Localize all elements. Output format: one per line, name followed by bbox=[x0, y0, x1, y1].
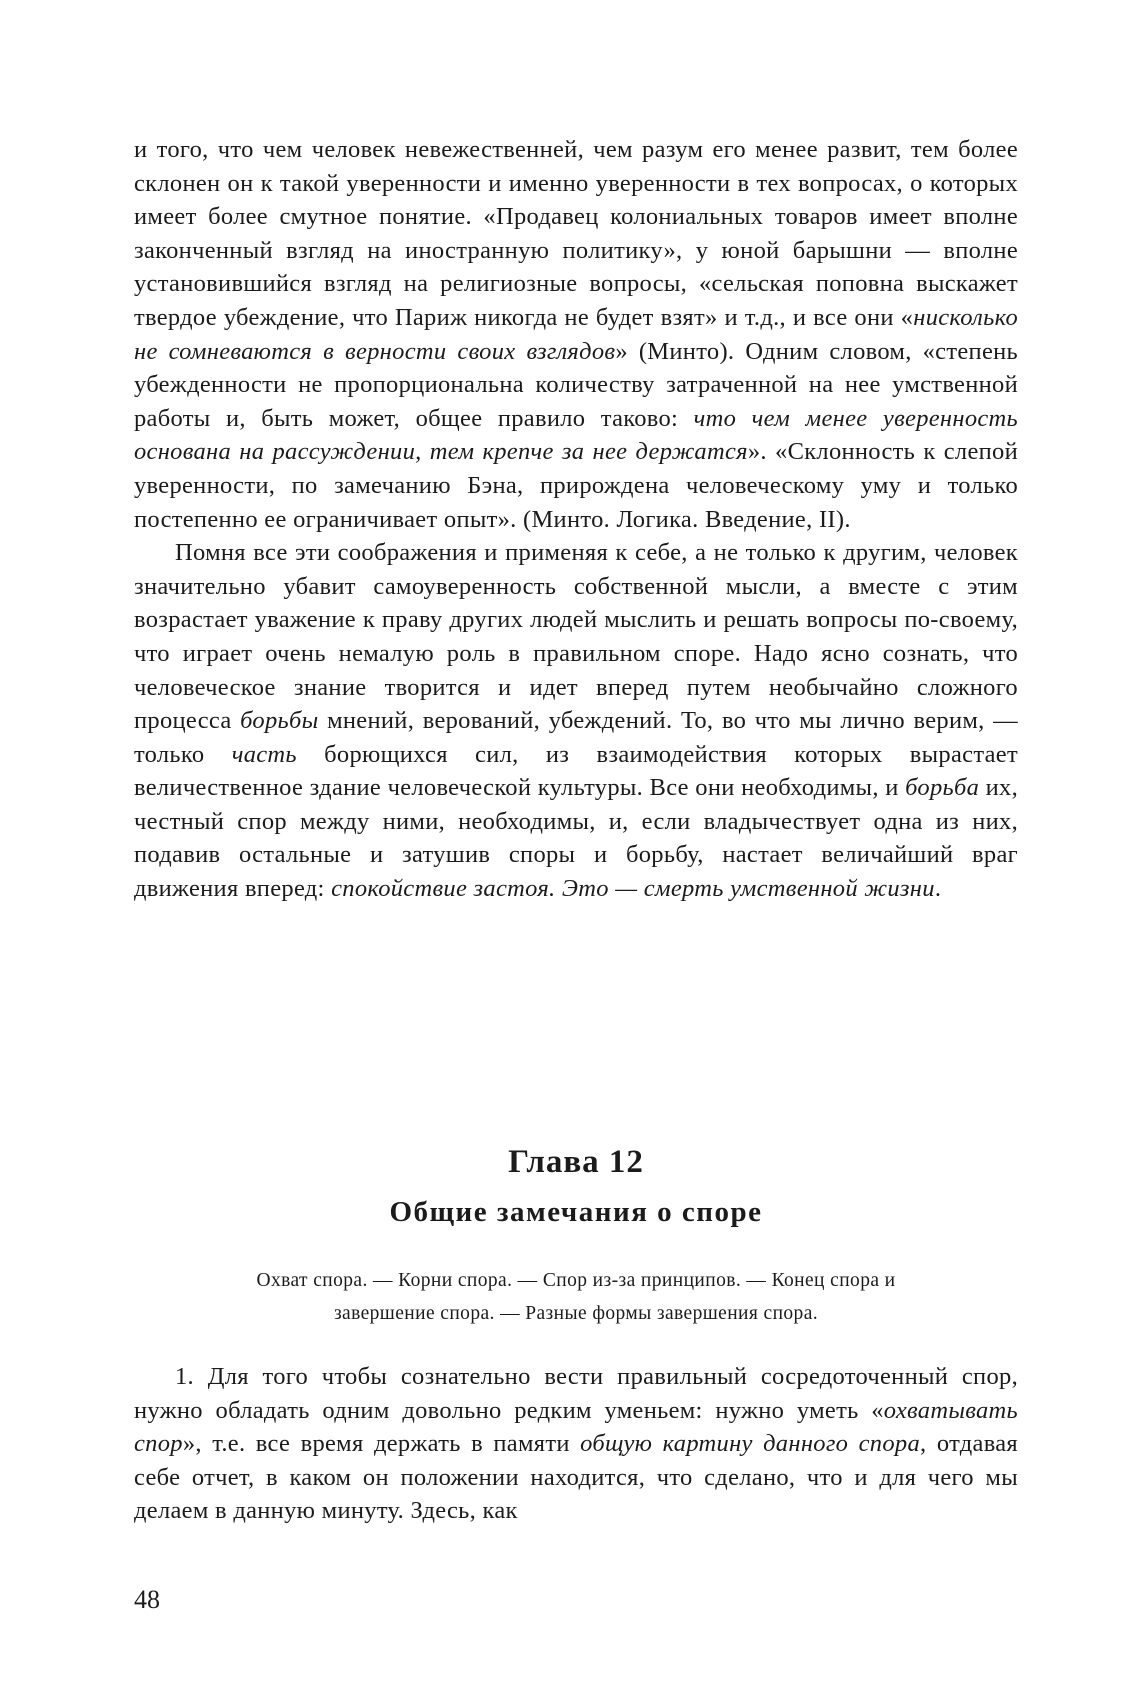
italic-segment: общую картину данного спора bbox=[580, 1430, 921, 1458]
chapter-number: Глава 12 bbox=[508, 1144, 644, 1180]
italic-segment: борьбы bbox=[240, 707, 319, 735]
chapter-summary: Охват спора. — Корни спора. — Спор из-за принципов. — Конец спора и завершение спора. — Разные формы завершения спора. bbox=[256, 1270, 896, 1324]
italic-segment: нисколько не сомневаются в верности своих взглядов bbox=[134, 303, 1018, 365]
text-segment: борющихся сил, из взаимодействия которых вырастает величественное здание человеческой культуры. Все они необходимы, и bbox=[134, 740, 1018, 802]
italic-segment: борьба bbox=[905, 774, 980, 802]
text-segment: » (Минто). Одним словом, «степень убежденности не пропорциональна количеству затраченной на нее умственной работы и, быть может, общее правило таково: bbox=[134, 337, 1019, 432]
chapter-heading bbox=[134, 1140, 1018, 1330]
chapter-title: Общие замечания о споре bbox=[389, 1196, 763, 1228]
italic-segment: часть bbox=[231, 740, 297, 768]
text-segment: , отдавая себе отчет, в каком он положении находится, что сделано, что и для чего мы делаем в данную минуту. Здесь, как bbox=[134, 1430, 1018, 1525]
text-segment: Помня все эти соображения и применяя к себе, а не только к другим, человек значительно убавит самоуверенность собственной мысли, а вместе с этим возрастает уважение к праву других людей мыслить и решать вопросы по-своему, что играет очень немалую роль в правильном споре. Надо ясно сознать, что человеческое знание творится и идет вперед путем необычайно сложного процесса bbox=[134, 539, 1018, 735]
text-segment: 1. Для того чтобы сознательно вести правильный сосредоточенный спор, нужно обладать одним довольно редким уменьем: нужно уметь « bbox=[134, 1363, 1018, 1424]
italic-segment: что чем менее уверенность основана на рассуждении, тем крепче за нее держатся bbox=[134, 404, 1018, 466]
section-paragraph-1 bbox=[134, 1360, 1018, 1528]
text-segment: », т.е. все время держать в памяти bbox=[182, 1430, 581, 1458]
text-segment: . bbox=[934, 875, 942, 903]
text-segment: мнений, верований, убеждений. То, во что мы лично верим, — только bbox=[134, 707, 1018, 768]
italic-segment: спокойствие застоя. Это — смерть умственной жизни bbox=[331, 875, 935, 903]
body-text bbox=[134, 133, 1018, 906]
section-text bbox=[134, 1360, 1018, 1528]
text-segment: и того, что чем человек невежественней, чем разум его менее развит, тем более склонен он к такой уверенности и именно уверенности в тех вопросах, о которых имеет более смутное понятие. «Продавец колониальных товаров имеет вполне законченный взгляд на иностранную политику», у юной барышни — вполне установившийся взгляд на религиозные вопросы, «сельская поповна выскажет твердое убеждение, что Париж никогда не будет взят» и т.д., и все они « bbox=[134, 136, 1018, 331]
text-segment: ». «Склонность к слепой уверенности, по замечанию Бэна, прирождена человеческому уму и только постепенно ее ограничивает опыт». (Минто. Логика. Введение, II). bbox=[134, 438, 1019, 533]
text-segment: их, честный спор между ними, необходимы, и, если владычествует одна из них, подавив остальные и затушив споры и борьбу, настает величайший враг движения вперед: bbox=[134, 774, 1018, 903]
paragraph-2 bbox=[134, 536, 1018, 906]
page-number: 48 bbox=[134, 1585, 160, 1614]
paragraph-1 bbox=[134, 133, 1018, 536]
italic-segment: охватывать спор bbox=[134, 1396, 1018, 1458]
